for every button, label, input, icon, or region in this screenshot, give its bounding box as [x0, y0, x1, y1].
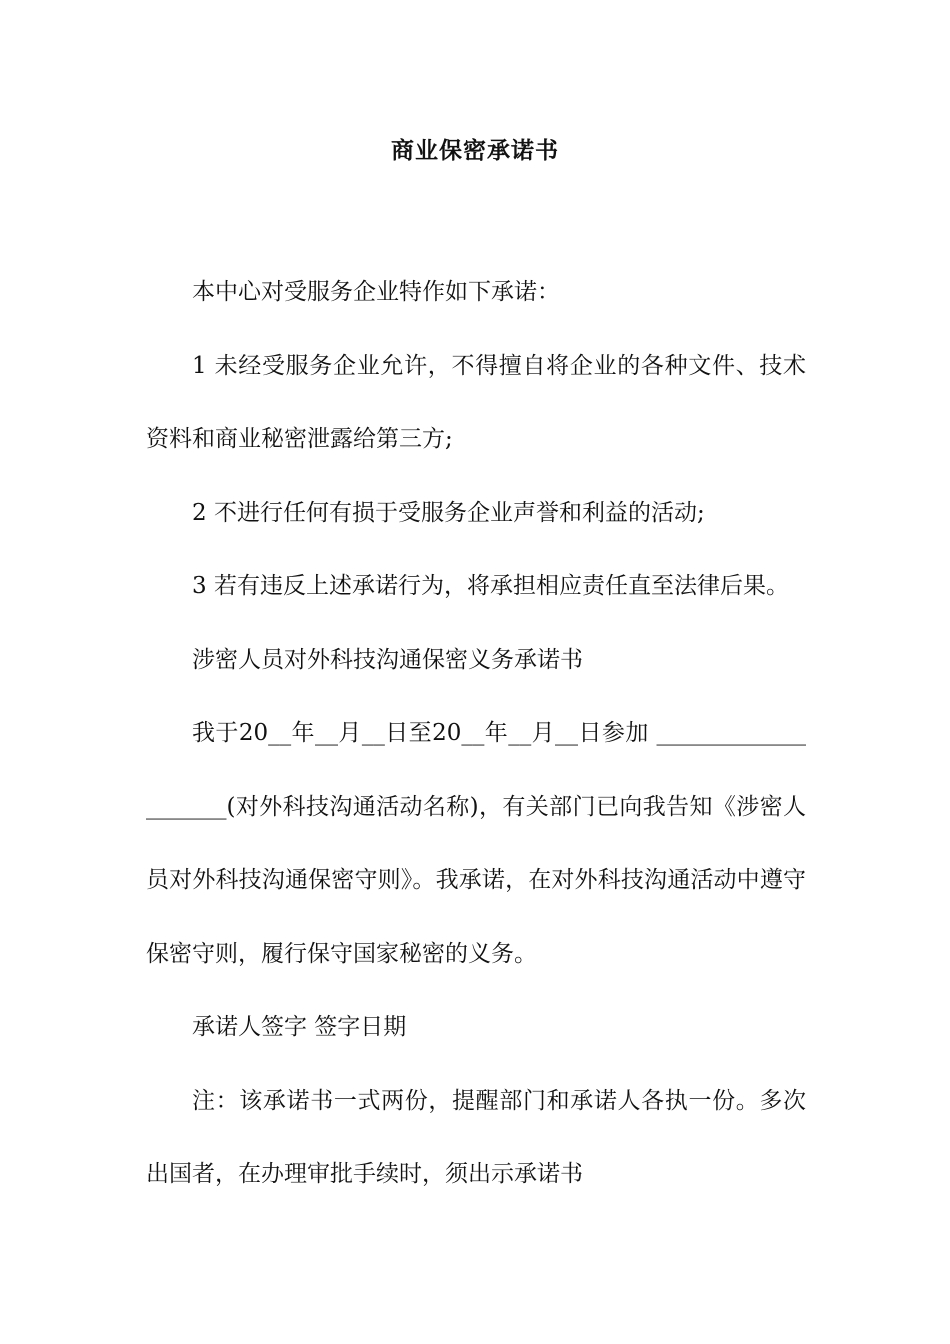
paragraph-intro: 本中心对受服务企业特作如下承诺： — [192, 279, 560, 305]
document-title: 商业保密承诺书 — [391, 137, 559, 164]
document-body — [146, 256, 806, 1212]
paragraph-item-3: 3 若有违反上述承诺行为，将承担相应责任直至法律后果。 — [192, 573, 789, 599]
paragraph-commitment: 我于20__年__月__日至20__年__月__日参加 ____________________(对外科技沟通活动名称)，有关部门已向我告知《涉密人员对外科技沟通保密守则》。我承诺，在对外科技沟通活动中遵守保密守则，履行保守国家秘密的义务。 — [146, 720, 806, 967]
paragraph-note: 注：该承诺书一式两份，提醒部门和承诺人各执一份。多次出国者，在办理审批手续时，须出示承诺书 — [146, 1087, 806, 1187]
paragraph-item-2: 2 不进行任何有损于受服务企业声誉和利益的活动; — [192, 499, 705, 526]
paragraph-subtitle: 涉密人员对外科技沟通保密义务承诺书 — [192, 646, 583, 673]
paragraph-item-1: 1 未经受服务企业允许，不得擅自将企业的各种文件、技术资料和商业秘密泄露给第三方; — [146, 352, 806, 452]
paragraph-signature: 承诺人签字 签字日期 — [192, 1014, 407, 1040]
